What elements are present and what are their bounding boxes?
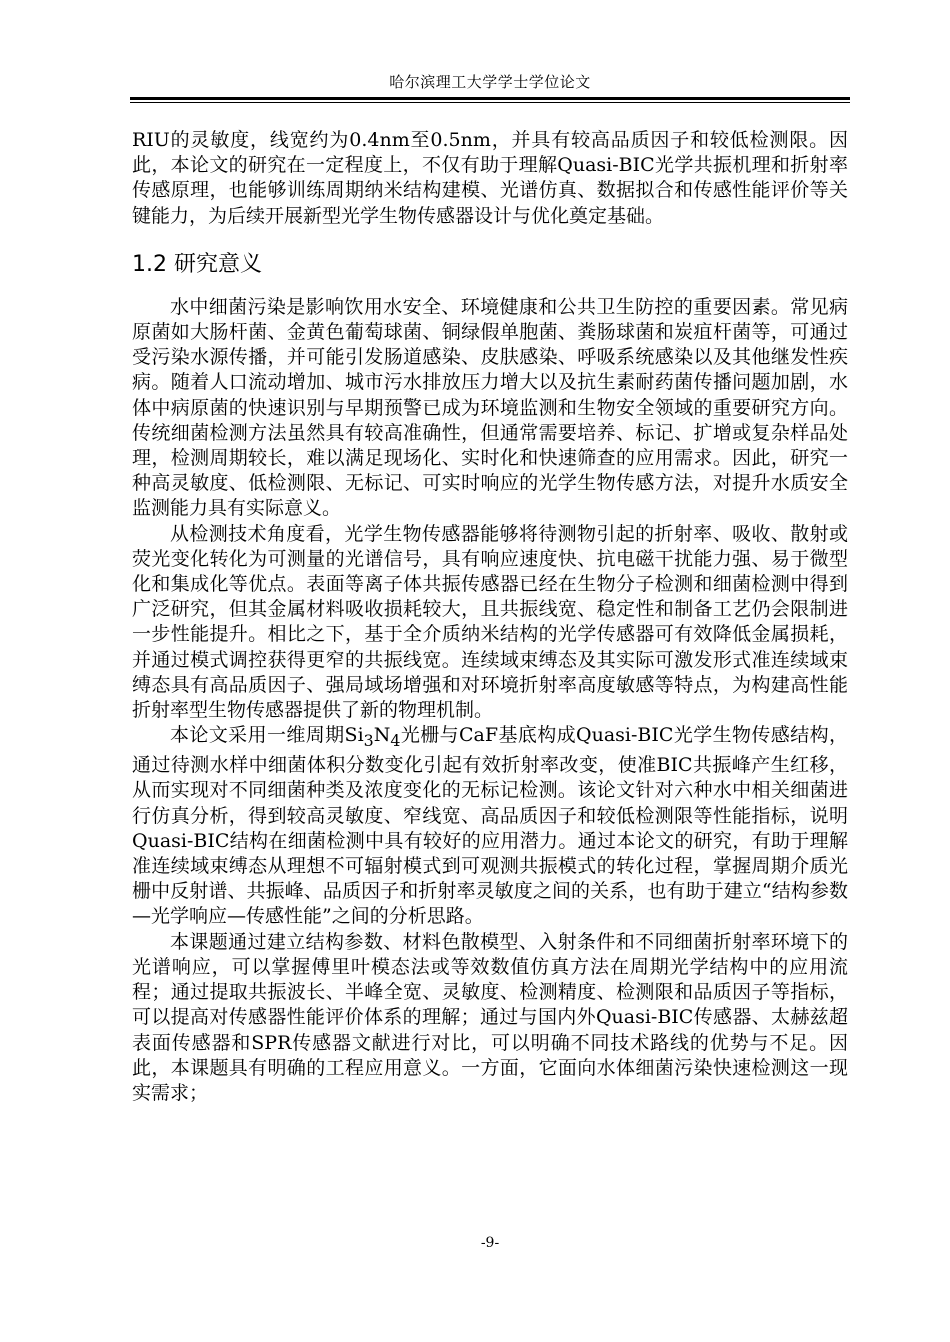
subscript-3: 3: [363, 731, 374, 751]
body-content: [132, 128, 848, 1106]
paragraph-bacterial-contamination: 水中细菌污染是影响饮用水安全、环境健康和公共卫生防控的重要因素。常见病原菌如大肠杆菌、金黄色葡萄球菌、铜绿假单胞菌、粪肠球菌和炭疽杆菌等，可通过受污染水源传播，并可能引发肠道感染、皮肤感染、呼吸系统感染以及其他继发性疾病。随着人口流动增加、城市污水排放压力增大以及抗生素耐药菌传播问题加剧，水体中病原菌的快速识别与早期预警已成为环境监测和生物安全领域的重要研究方向。传统细菌检测方法虽然具有较高准确性，但通常需要培养、标记、扩增或复杂样品处理，检测周期较长，难以满足现场化、实时化和快速筛查的应用需求。因此，研究一种高灵敏度、低检测限、无标记、可实时响应的光学生物传感方法，对提升水质安全监测能力具有实际意义。: [132, 295, 848, 520]
subscript-4: 4: [390, 731, 401, 751]
page-number: -9-: [480, 1235, 500, 1251]
p3-text-after: 光栅与CaF基底构成Quasi-BIC光学生物传感结构，通过待测水样中细菌体积分数变化引起有效折射率改变，使准BIC共振峰产生红移，从而实现对不同细菌种类及浓度变化的无标记检测。该论文针对六种水中相关细菌进行仿真分析，得到较高灵敏度、窄线宽、高品质因子和较低检测限等性能指标，说明Quasi-BIC结构在细菌检测中具有较好的应用潜力。通过本论文的研究，有助于理解准连续域束缚态从理想不可辐射模式到可观测共振模式的转化过程，掌握周期介质光栅中反射谱、共振峰、品质因子和折射率灵敏度之间的关系，也有助于建立“结构参数—光学响应—传感性能”之间的分析思路。: [132, 724, 848, 928]
paragraph-thesis-approach: [132, 723, 848, 929]
intro-paragraph: RIU的灵敏度，线宽约为0.4nm至0.5nm，并具有较高品质因子和较低检测限。因此，本论文的研究在一定程度上，不仅有助于理解Quasi-BIC光学共振机理和折射率传感原理，也能够训练周期纳米结构建模、光谱仿真、数据拟合和传感性能评价等关键能力，为后续开展新型光学生物传感器设计与优化奠定基础。: [132, 129, 848, 227]
header-rule-thin: [130, 102, 850, 103]
header-rule-thick: [130, 97, 850, 100]
paragraph-project-significance: 本课题通过建立结构参数、材料色散模型、入射条件和不同细菌折射率环境下的光谱响应，可以掌握傅里叶模态法或等效数值仿真方法在周期光学结构中的应用流程；通过提取共振波长、半峰全宽、灵敏度、检测精度、检测限和品质因子等指标，可以提高对传感器性能评价体系的理解；通过与国内外Quasi-BIC传感器、太赫兹超表面传感器和SPR传感器文献进行对比，可以明确不同技术路线的优势与不足。因此，本课题具有明确的工程应用意义。一方面，它面向水体细菌污染快速检测这一现实需求；: [132, 930, 848, 1104]
p3-text-n: N: [373, 724, 391, 747]
page-header-title: 哈尔滨理工大学学士学位论文: [389, 73, 591, 91]
p3-text-before: 本论文采用一维周期Si: [170, 724, 364, 747]
section-heading: 1.2 研究意义: [132, 251, 262, 277]
paragraph-detection-technology: 从检测技术角度看，光学生物传感器能够将待测物引起的折射率、吸收、散射或荧光变化转化为可测量的光谱信号，具有响应速度快、抗电磁干扰能力强、易于微型化和集成化等优点。表面等离子体共振传感器已经在生物分子检测和细菌检测中得到广泛研究，但其金属材料吸收损耗较大，且共振线宽、稳定性和制备工艺仍会限制进一步性能提升。相比之下，基于全介质纳米结构的光学传感器可有效降低金属损耗，并通过模式调控获得更窄的共振线宽。连续域束缚态及其实际可激发形式准连续域束缚态具有高品质因子、强局域场增强和对环境折射率高度敏感等特点，为构建高性能折射率型生物传感器提供了新的物理机制。: [132, 522, 848, 722]
